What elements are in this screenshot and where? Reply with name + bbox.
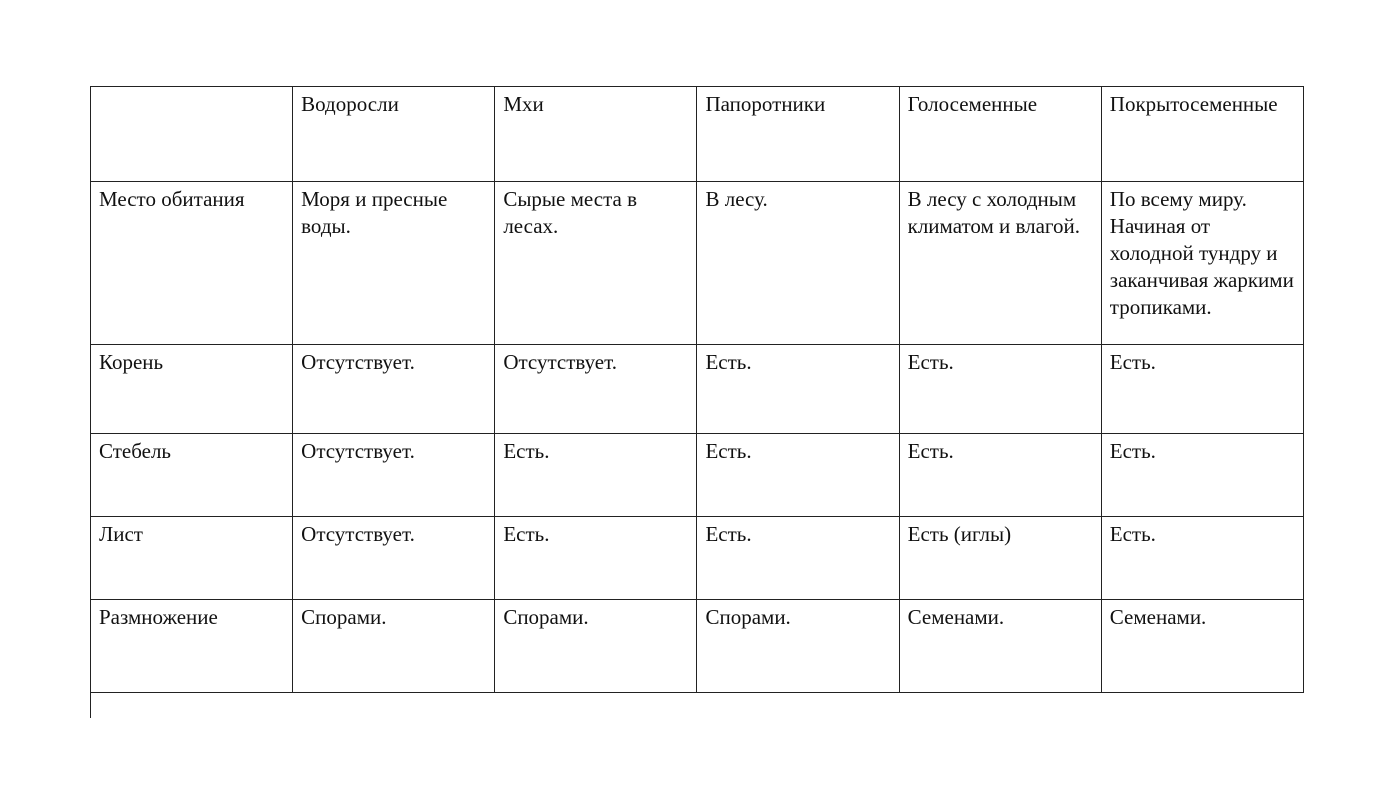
plant-comparison-table [90,86,1304,693]
table-cell[interactable]: Отсутствует. [293,345,495,434]
table-cell[interactable]: Семенами. [1101,600,1303,693]
table-cell[interactable]: Есть. [1101,434,1303,517]
table-cell[interactable]: Есть (иглы) [899,517,1101,600]
row-label-root[interactable]: Корень [91,345,293,434]
table-cell[interactable]: Моря и пресные воды. [293,182,495,345]
header-cell-empty[interactable] [91,87,293,182]
header-cell-gymnosperms[interactable]: Голосеменные [899,87,1101,182]
row-label-reproduction[interactable]: Размножение [91,600,293,693]
header-cell-algae[interactable]: Водоросли [293,87,495,182]
table-cell[interactable]: Спорами. [697,600,899,693]
table-cell[interactable]: Есть. [899,345,1101,434]
table-cell[interactable]: В лесу с холодным климатом и влагой. [899,182,1101,345]
table-header-row [91,87,1304,182]
table-cell[interactable]: Есть. [1101,517,1303,600]
table-cell[interactable]: Есть. [1101,345,1303,434]
text-cursor [90,692,91,718]
row-label-stem[interactable]: Стебель [91,434,293,517]
row-label-leaf[interactable]: Лист [91,517,293,600]
table-cell[interactable]: По всему миру. Начиная от холодной тундру и заканчивая жаркими тропиками. [1101,182,1303,345]
table-row-reproduction [91,600,1304,693]
header-cell-angiosperms[interactable]: Покрытосеменные [1101,87,1303,182]
table-cell[interactable]: Спорами. [293,600,495,693]
table-cell[interactable]: Отсутствует. [495,345,697,434]
table-cell[interactable]: В лесу. [697,182,899,345]
table-cell[interactable]: Сырые места в лесах. [495,182,697,345]
table-cell[interactable]: Отсутствует. [293,517,495,600]
table-row-root [91,345,1304,434]
table-cell[interactable]: Есть. [697,345,899,434]
row-label-habitat[interactable]: Место обитания [91,182,293,345]
table-cell[interactable]: Есть. [495,517,697,600]
table-cell[interactable]: Отсутствует. [293,434,495,517]
table-row-habitat [91,182,1304,345]
table-cell[interactable]: Семенами. [899,600,1101,693]
table-cell[interactable]: Есть. [899,434,1101,517]
table-cell[interactable]: Спорами. [495,600,697,693]
table-row-stem [91,434,1304,517]
header-cell-ferns[interactable]: Папоротники [697,87,899,182]
table-cell[interactable]: Есть. [495,434,697,517]
table-cell[interactable]: Есть. [697,434,899,517]
table-row-leaf [91,517,1304,600]
header-cell-mosses[interactable]: Мхи [495,87,697,182]
table-cell[interactable]: Есть. [697,517,899,600]
